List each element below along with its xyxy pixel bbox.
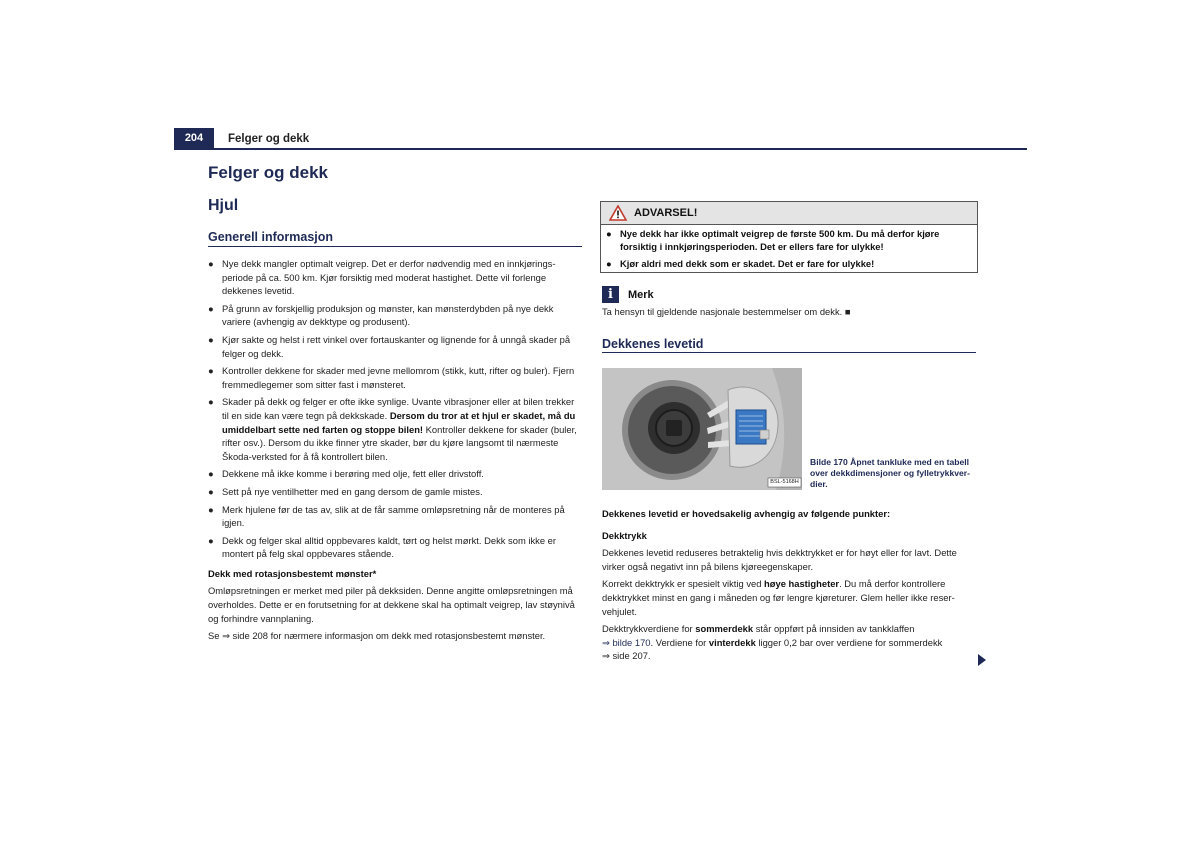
bullet-icon: ● <box>208 302 214 314</box>
warning-box <box>600 201 978 273</box>
fuel-flap-illustration <box>602 368 802 490</box>
list-item: ● Skader på dekk og felger er ofte ikke synlige. Uvante vibrasjoner eller at bilen trekker til en side kan være tegn på dekkskade. Dersom du tror at et hjul er skadet, må du umiddelbart sette ned farten og stoppe bilen! Kontroller dekkene for skader (buler, rifter osv.). Dersom du ikke finner ytre skader, bør du kjøre langsomt til nærmeste Škoda-verksted for å få kontrollert bilen. <box>208 396 577 462</box>
section-title: Hjul <box>208 197 239 214</box>
figure-code: BSL-5168H <box>770 479 799 485</box>
list-item: ● Kjør aldri med dekk som er skadet. Det er fare for ulykke! <box>606 257 875 269</box>
note-text: Ta hensyn til gjeldende nasjonale bestemmelser om dekk. ■ <box>602 306 851 317</box>
end-square-icon: ■ <box>844 306 851 317</box>
warning-title: ADVARSEL! <box>634 207 698 219</box>
warning-triangle-icon <box>609 205 627 221</box>
header-rule <box>174 148 1027 150</box>
pressure-paragraph-1: Dekkenes levetid reduseres betraktelig hvis dekktrykket er for høyt eller for lavt. Dette virker også negativt inn på bilens kjøreegenskaper. <box>602 547 957 572</box>
subheading-general-info: Generell informasjon <box>208 230 334 244</box>
note-title: Merk <box>628 289 654 301</box>
list-item: ● Dekk og felger skal alltid oppbevares kaldt, tørt og helst mørkt. Dekk som ikke er montert på felg skal oppbevares stående. <box>208 534 556 560</box>
page-number: 204 <box>174 128 214 149</box>
page-link[interactable]: ⇒ side 207. <box>602 650 651 662</box>
subheading-rule <box>602 352 976 353</box>
see-also-text: Se ⇒ side 208 for nærmere informasjon om dekk med rotasjonsbestemt mønster. <box>208 630 546 642</box>
list-item: ● Nye dekk har ikke optimalt veigrep de første 500 km. Du må derfor kjøre forsiktig i innkjøringsperioden. Det er ellers fare for ulykke! <box>606 228 940 253</box>
right-column <box>602 507 976 667</box>
bullet-icon: ● <box>208 468 214 480</box>
figure-link[interactable]: ⇒ bilde 170 <box>602 636 651 648</box>
rotation-text: Omløpsretningen er merket med piler på dekksiden. Denne angitte omløpsretningen må overholdes. Dette er en forutsetning for at dekkene skal ha optimalt veigrep, lav støynivå og forhindre vannplaning. <box>208 585 575 624</box>
bullet-icon: ● <box>606 228 612 239</box>
list-item: ● Kjør sakte og helst i rett vinkel over fortauskanter og lignende for å unngå skader på felger og dekk. <box>208 333 571 359</box>
subheading-tire-life: Dekkenes levetid <box>602 337 704 351</box>
info-icon: i <box>602 286 619 303</box>
list-item: ● Sett på nye ventilhetter med en gang dersom de gamle mistes. <box>208 485 483 497</box>
warning-header <box>601 202 977 225</box>
bullet-icon: ● <box>208 396 214 408</box>
left-column <box>208 257 582 647</box>
list-item: ● Dekkene må ikke komme i berøring med olje, fett eller drivstoff. <box>208 468 484 480</box>
list-item: ● På grunn av forskjellig produksjon og mønster, kan mønsterdybden på nye dekk variere (avhengig av dekktype og produsent). <box>208 302 554 328</box>
warning-body <box>606 227 972 273</box>
list-item: ● Kontroller dekkene for skader med jevne mellomrom (stikk, kutt, rifter og buler). Fjern fremmedlegemer som sitter fast i mønsteret. <box>208 365 575 390</box>
bullet-icon: ● <box>208 258 214 269</box>
rotation-heading: Dekk med rotasjonsbestemt mønster* <box>208 567 377 579</box>
bullet-icon: ● <box>208 534 214 546</box>
running-title: Felger og dekk <box>228 133 310 145</box>
bullet-icon: ● <box>208 333 214 345</box>
list-item: ● Merk hjulene før de tas av, slik at de får samme omløpsretning når de monteres på igjen. <box>208 503 565 529</box>
bullet-icon: ● <box>208 365 214 377</box>
pressure-paragraph-2: Korrekt dekktrykk er spesielt viktig ved høye hastigheter. Du må derfor kontrollere dekktrykket minst en gang i måneden og før lengre kjøreturer. Glem heller ikke reser-vehjulet. <box>602 578 955 617</box>
page-title: Felger og dekk <box>208 163 328 182</box>
bullet-icon: ● <box>606 257 612 269</box>
intro-text: Dekkenes levetid er hovedsakelig avhengig av følgende punkter: <box>602 508 891 519</box>
list-item: ● Nye dekk mangler optimalt veigrep. Det er derfor nødvendig med en innkjørings-periode på ca. 500 km. Kjør forsiktig med moderat hastighet. Dette vil forlenge dekkenes levetid. <box>208 258 556 297</box>
bullet-icon: ● <box>208 503 214 515</box>
figure-fuel-flap <box>602 368 802 490</box>
pressure-paragraph-3: Dekktrykkverdiene for sommerdekk står oppført på innsiden av tankklaffen ⇒ bilde 170. Verdiene for vinterdekk ligger 0,2 bar over verdiene for sommerdekk ⇒ side 207. <box>602 623 943 662</box>
bullet-icon: ● <box>208 485 214 497</box>
continue-arrow-icon <box>978 654 986 666</box>
pressure-heading: Dekktrykk <box>602 529 647 541</box>
figure-caption: Bilde 170 Åpnet tankluke med en tabell over dekkdimensjoner og fylletrykkver-dier. <box>810 457 971 489</box>
subheading-rule <box>208 246 582 247</box>
